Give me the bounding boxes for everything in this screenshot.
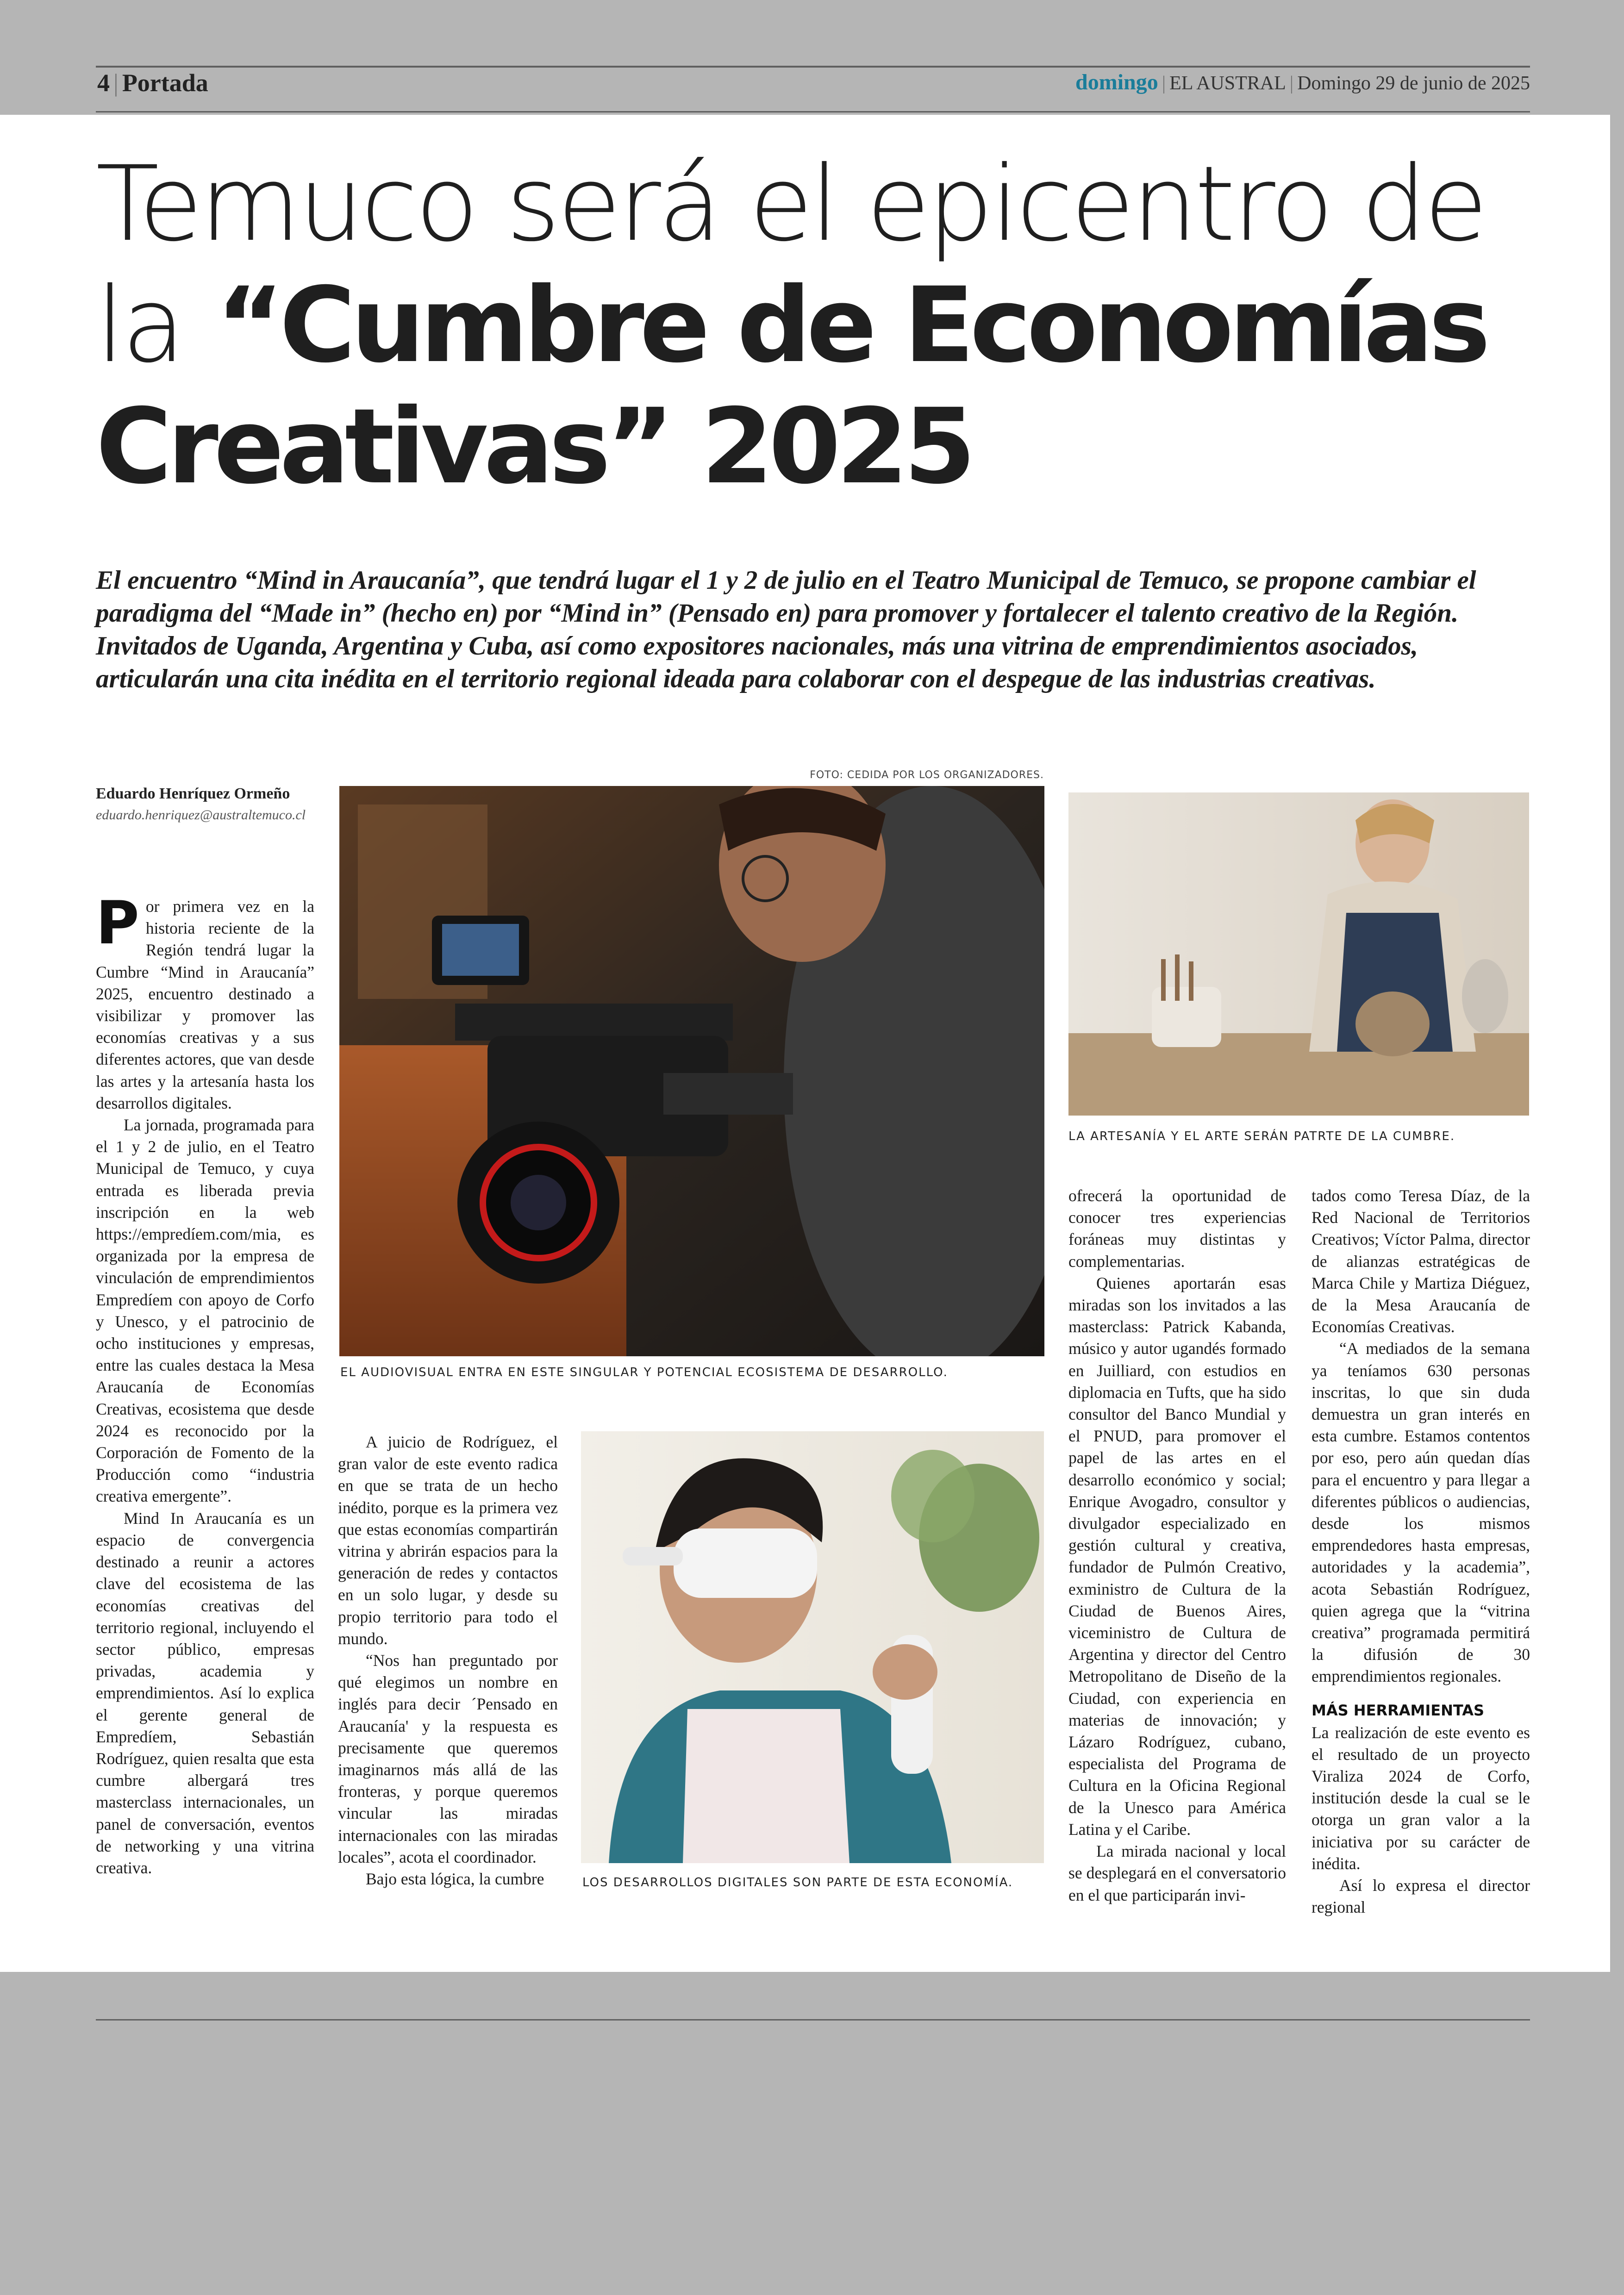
- paragraph: Bajo esta lógica, la cumbre: [366, 1870, 544, 1889]
- section-subhead: MÁS HERRAMIENTAS: [1312, 1701, 1485, 1719]
- newspaper-name: EL AUSTRAL: [1169, 73, 1286, 94]
- section-name: Portada: [122, 69, 208, 97]
- paragraph: A juicio de Rodríguez, el gran valor de este evento radica en que se trata de un hecho inédito, porque es la primera vez que estas economías compartirán vitrina y abrirán espacios para la generación de redes y contactos en un solo lugar, y desde su propio territorio para todo el mundo.: [338, 1433, 558, 1648]
- headline-light: Temuco será el epicentro de la: [96, 143, 1485, 386]
- paragraph: or primera vez en la historia reciente de la Región tendrá lugar la Cumbre “Mind in Araucanía” 2025, encuentro destinado a visibilizar y promover las economías creativas y a sus diferentes actores, que van desde las artes y la artesanía hasta los desarrollos digitales.: [96, 897, 314, 1112]
- footer-rule: [96, 2019, 1530, 2021]
- paragraph: tados como Teresa Díaz, de la Red Nacional de Territorios Creativos; Víctor Palma, director de alianzas estratégicas de Marca Chile y Martiza Diéguez, de la Mesa Araucanía de Economías Creativas.: [1312, 1186, 1530, 1336]
- camera-photo-caption: EL AUDIOVISUAL ENTRA EN ESTE SINGULAR Y POTENCIAL ECOSISTEMA DE DESARROLLO.: [340, 1366, 948, 1379]
- header-rule-top: [96, 66, 1530, 68]
- page-header-left: [97, 69, 208, 97]
- paragraph: Quienes aportarán esas miradas son los invitados a las masterclass: Patrick Kabanda, músico y autor ugandés formado en Juilliard, con estudios en diplomacia en Tufts, que ha sido consultor del Banco Mundial y el PNUD, para promover el papel de las artes en el desarrollo económico y social; Enrique Avogadro, consultor y divulgador especializado en gestión cultural y creativa, fundador de Pulmón Creativo, exministro de Cultura de la Ciudad de Buenos Aires, viceministro de Cultura de Argentina y director del Centro Metropolitano de Diseño de la Ciudad, con experiencia en materias de innovación; y Lázaro Rodríguez, cubano, especialista del Programa de Cultura en la Oficina Regional de la Unesco para América Latina y el Caribe.: [1068, 1273, 1286, 1839]
- page-header-right: [1075, 69, 1530, 95]
- paragraph: Así lo expresa el director regional: [1312, 1876, 1530, 1917]
- paragraph: “A mediados de la semana ya teníamos 630 personas inscritas, lo que sin duda demuestra un gran interés en esta cumbre. Estamos contentos por eso, pero aún quedan días para el encuentro y para llegar a diferentes públicos o audiencias, desde los mismos emprendedores hasta empresas, autoridades y la academia”, acota Sebastián Rodríguez, quien agrega que la “vitrina creativa” programada permitirá la difusión de 30 emprendimientos regionales.: [1312, 1339, 1530, 1686]
- paragraph: La mirada nacional y local se desplegará en el conversatorio en el que participarán invi-: [1068, 1842, 1286, 1904]
- author-email: eduardo.henriquez@australtemuco.cl: [96, 807, 306, 823]
- craft-photo: [1068, 792, 1529, 1116]
- paragraph: ofrecerá la oportunidad de conocer tres experiencias foráneas muy distintas y complementarias.: [1068, 1186, 1286, 1271]
- body-column-2: [338, 1431, 558, 1890]
- body-column-1: [96, 889, 314, 1879]
- header-separator: |: [1162, 73, 1166, 94]
- paragraph: La realización de este evento es el resultado de un proyecto Viraliza 2024 de Corfo, institución desde la cual se le otorga un gran valor a la iniciativa por su carácter de inédita.: [1312, 1723, 1530, 1873]
- byline: [96, 783, 337, 826]
- paragraph: “Nos han preguntado por qué elegimos un nombre en inglés para decir ´Pensado en Araucanía' y la respuesta es precisamente que queremos imaginarnos más allá de las fronteras, y porque queremos vincular las miradas internacionales con las miradas locales”, acota el coordinador.: [338, 1651, 558, 1866]
- lead-paragraph: El encuentro “Mind in Araucanía”, que tendrá lugar el 1 y 2 de julio en el Teatro Municipal de Temuco, se propone cambiar el paradigma del “Made in” (hecho en) por “Mind in” (Pensado en) para promover y fortalecer el talento creativo de la Región. Invitados de Uganda, Argentina y Cuba, así como expositores nacionales, más una vitrina de emprendimientos asociados, articularán una cita inédita en el territorio regional ideada para colaborar con el despegue de las industrias creativas.: [96, 566, 1476, 693]
- paragraph: La jornada, programada para el 1 y 2 de julio, en el Teatro Municipal de Temuco, y cuya entrada es liberada previa inscripción en la web https://empredíem.com/mia, es organizada por la empresa de vinculación de emprendimientos Empredíem con apoyo de Corfo y Unesco, y el patrocinio de ocho instituciones y empresas, entre las cuales destaca la Mesa Araucanía de Economías Creativas, ecosistema que desde 2024 es reconocido por la Corporación de Fomento de la Producción como “industria creativa emergente”.: [96, 1116, 314, 1506]
- body-column-4: [1312, 1185, 1530, 1919]
- headline-bold: “Cumbre de Economías Creativas” 2025: [96, 265, 1486, 507]
- supplement-brand: domingo: [1075, 70, 1158, 94]
- vr-photo: [581, 1431, 1044, 1863]
- craft-photo-caption: LA ARTESANÍA Y EL ARTE SERÁN PATRTE DE LA CUMBRE.: [1068, 1129, 1455, 1143]
- page-number: 4: [97, 69, 110, 97]
- header-rule-bottom: [96, 111, 1530, 112]
- body-column-3: [1068, 1185, 1286, 1906]
- headline: [96, 143, 1540, 507]
- header-separator: |: [113, 69, 119, 97]
- photo-credit: FOTO: CEDIDA POR LOS ORGANIZADORES.: [810, 769, 1044, 781]
- header-separator: |: [1289, 73, 1294, 94]
- camera-photo: [339, 786, 1044, 1356]
- drop-cap: P: [96, 889, 139, 958]
- paragraph: Mind In Araucanía es un espacio de convergencia destinado a reunir a actores clave del ecosistema de las economías creativas del territorio regional, incluyendo el sector público, empresas privadas, academia y emprendimientos. Así lo explica el gerente general de Empredíem, Sebastián Rodríguez, quien resalta que esta cumbre albergará tres masterclass internacionales, un panel de conversación, eventos de networking y una vitrina creativa.: [96, 1509, 314, 1877]
- issue-date: Domingo 29 de junio de 2025: [1297, 73, 1530, 94]
- vr-photo-caption: LOS DESARROLLOS DIGITALES SON PARTE DE ESTA ECONOMÍA.: [582, 1876, 1013, 1890]
- author-name: Eduardo Henríquez Ormeño: [96, 785, 290, 802]
